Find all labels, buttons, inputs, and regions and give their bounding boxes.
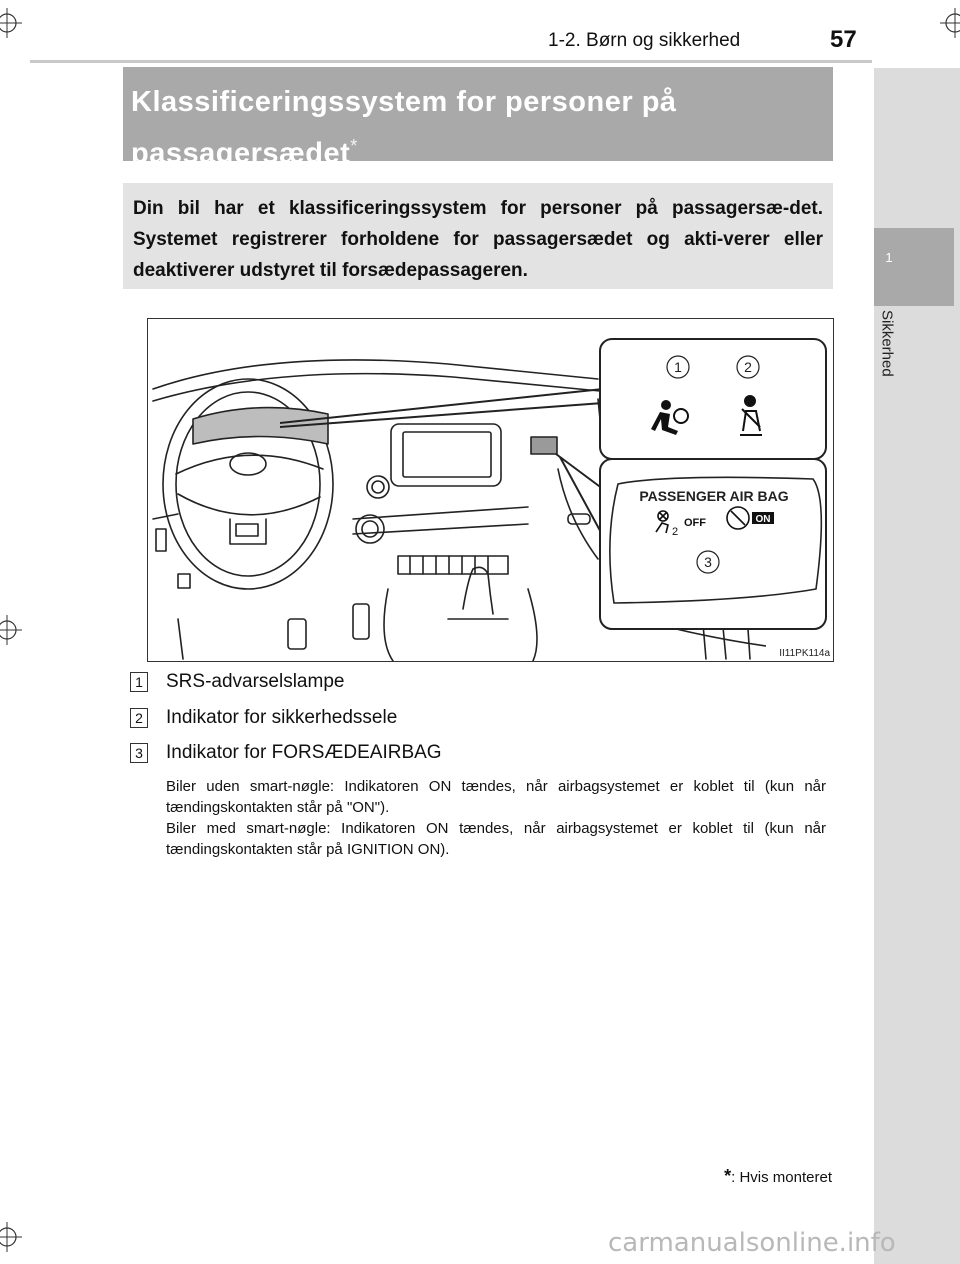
title-asterisk: * bbox=[350, 136, 358, 156]
callout-2-label: 2 bbox=[744, 359, 752, 375]
header-rule bbox=[30, 60, 872, 63]
callout-1-label: 1 bbox=[674, 359, 682, 375]
off-label: OFF bbox=[684, 517, 706, 529]
chapter-number: 1 bbox=[885, 250, 893, 265]
footnote-asterisk: * bbox=[724, 1166, 732, 1186]
page-title-text: Klassificeringssystem for personer på passagersædet bbox=[131, 86, 677, 170]
page-number: 57 bbox=[830, 26, 857, 53]
footnote bbox=[640, 1166, 832, 1187]
dashboard-illustration bbox=[147, 318, 834, 662]
item-1-label: SRS-advarselslampe bbox=[166, 671, 345, 692]
image-code: II11PK114a bbox=[779, 648, 830, 659]
page-title bbox=[131, 80, 821, 176]
dashboard-drawing bbox=[148, 319, 833, 661]
on-label: ON bbox=[755, 514, 771, 525]
registration-mark-bottom-left bbox=[0, 1222, 22, 1252]
section-title: 1-2. Børn og sikkerhed bbox=[548, 30, 741, 51]
registration-mark-mid-left bbox=[0, 615, 22, 645]
item-1-number: 1 bbox=[130, 672, 148, 692]
registration-mark-top-left bbox=[0, 8, 22, 38]
chapter-label: Sikkerhed bbox=[878, 310, 896, 377]
registration-mark-top-right bbox=[940, 8, 960, 38]
item-3-label: Indikator for FORSÆDEAIRBAG bbox=[166, 742, 442, 763]
item-2-number: 2 bbox=[130, 708, 148, 728]
item-2-label: Indikator for sikkerhedssele bbox=[166, 707, 398, 728]
callout-3-label: 3 bbox=[704, 554, 712, 570]
small-number-label: 2 bbox=[672, 526, 679, 538]
footnote-text: : Hvis monteret bbox=[731, 1169, 832, 1186]
description-smart-key: Biler med smart-nøgle: Indikatoren ON tændes, når airbagsystemet er koblet til (kun når tændingskontakten står på IGNITION ON). bbox=[166, 820, 826, 858]
item-3-number: 3 bbox=[130, 743, 148, 763]
chapter-tab[interactable] bbox=[874, 228, 954, 306]
intro-text: Din bil har et klassificeringssystem for personer på passagersæ-det. Systemet registrerer forholdene for passagersædet og akti-verer eller deaktiverer udstyret til forsædepassageren. bbox=[133, 198, 823, 281]
passenger-airbag-label: PASSENGER AIR BAG bbox=[639, 488, 789, 504]
description-no-smart-key: Biler uden smart-nøgle: Indikatoren ON tændes, når airbagsystemet er koblet til (kun når tændingskontakten står på "ON"). bbox=[166, 778, 826, 816]
watermark: carmanualsonline.info bbox=[608, 1228, 896, 1258]
